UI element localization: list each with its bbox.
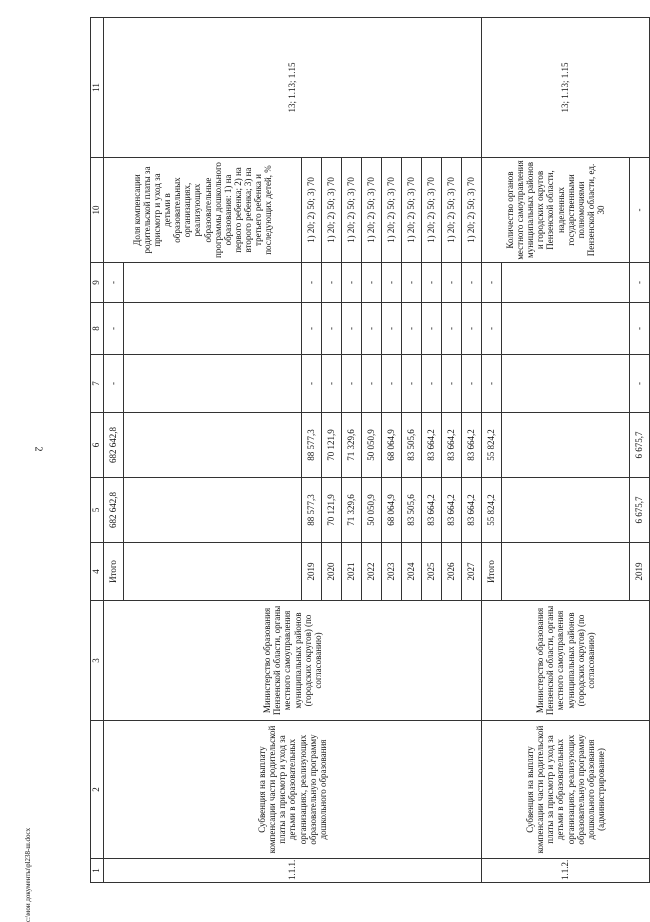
empty-cell [502, 355, 630, 413]
other-sources-cell: - [382, 263, 402, 303]
period-cell: 2021 [342, 543, 362, 601]
federal-budget-cell: - [442, 355, 462, 413]
total-funding-cell: 68 064,9 [382, 478, 402, 543]
empty-cell [502, 543, 630, 601]
local-budget-cell: - [342, 303, 362, 355]
total-funding-cell: 71 329,6 [342, 478, 362, 543]
regional-budget-cell: 55 824,2 [482, 413, 502, 478]
total-funding-cell: 682 642,8 [104, 478, 124, 543]
activity-number: 1.1.2. [482, 859, 650, 883]
federal-budget-cell: - [104, 355, 124, 413]
period-cell: 2023 [382, 543, 402, 601]
column-number: 1 [91, 859, 104, 883]
indicator-links: 13; 1.13; 1.15 [482, 18, 650, 158]
period-cell: 2019 [630, 543, 650, 601]
regional-budget-cell: 70 121,9 [322, 413, 342, 478]
total-funding-cell: 88 577,3 [302, 478, 322, 543]
period-cell: 2022 [362, 543, 382, 601]
regional-budget-cell: 50 050,9 [362, 413, 382, 478]
indicator-description: Количество органов местного самоуправления муниципальных районов и городских округов Пензенской области, наделенных государственными полномочиями Пензенской области, ед. 30 [482, 158, 630, 263]
federal-budget-cell: - [302, 355, 322, 413]
column-number: 5 [91, 478, 104, 543]
activity-number: 1.1.1. [104, 859, 482, 883]
activity-name: Субвенция на выплату компенсации части родительской платы за присмотр и уход за детьми в образовательных организациях, реализующих образовательную программу дошкольного образования (администрирование) [482, 721, 650, 859]
regional-budget-cell: 83 664,2 [442, 413, 462, 478]
period-cell: Итого [482, 543, 502, 601]
local-budget-cell: - [630, 303, 650, 355]
empty-cell [124, 303, 302, 355]
period-cell: 2024 [402, 543, 422, 601]
column-number: 3 [91, 601, 104, 721]
local-budget-cell: - [422, 303, 442, 355]
empty-cell [124, 355, 302, 413]
empty-cell [124, 413, 302, 478]
local-budget-cell: - [302, 303, 322, 355]
indicator-value: 1) 20; 2) 50; 3) 70 [422, 158, 442, 263]
federal-budget-cell: - [462, 355, 482, 413]
regional-budget-cell: 6 675,7 [630, 413, 650, 478]
indicator-value: 1) 20; 2) 50; 3) 70 [322, 158, 342, 263]
local-budget-cell: - [402, 303, 422, 355]
period-cell: 2025 [422, 543, 442, 601]
period-cell: Итого [104, 543, 124, 601]
other-sources-cell: - [462, 263, 482, 303]
local-budget-cell: - [382, 303, 402, 355]
column-number: 8 [91, 303, 104, 355]
indicator-value: 1) 20; 2) 50; 3) 70 [442, 158, 462, 263]
regional-budget-cell: 71 329,6 [342, 413, 362, 478]
period-cell: 2026 [442, 543, 462, 601]
regional-budget-cell: 83 664,2 [422, 413, 442, 478]
column-number: 2 [91, 721, 104, 859]
other-sources-cell: - [104, 263, 124, 303]
total-funding-cell: 50 050,9 [362, 478, 382, 543]
activity-name: Субвенция на выплату компенсации части родительской платы за присмотр и уход за детьми в образовательных организациях, реализующих образовательную программу дошкольного образования [104, 721, 482, 859]
indicator-links: 13; 1.13; 1.15 [104, 18, 482, 158]
empty-cell [124, 478, 302, 543]
local-budget-cell: - [362, 303, 382, 355]
local-budget-cell: - [442, 303, 462, 355]
table-row [104, 18, 124, 883]
indicator-description: Доля компенсации родительской платы за присмотр и уход за детьми в образовательных организациях, реализующих образовательные программы дошкольного образования: 1) на первого ребенка; 2) на второго ребенка; 3) на третьего ребенка и последующих детей, % [104, 158, 302, 263]
column-number: 6 [91, 413, 104, 478]
local-budget-cell: - [322, 303, 342, 355]
other-sources-cell: - [302, 263, 322, 303]
other-sources-cell: - [402, 263, 422, 303]
total-funding-cell: 55 824,2 [482, 478, 502, 543]
column-numbers-row [91, 18, 104, 883]
regional-budget-cell: 88 577,3 [302, 413, 322, 478]
page-number: 2 [32, 446, 44, 452]
regional-budget-cell: 68 064,9 [382, 413, 402, 478]
total-funding-cell: 83 505,6 [402, 478, 422, 543]
empty-cell [124, 263, 302, 303]
other-sources-cell: - [482, 263, 502, 303]
column-number: 7 [91, 355, 104, 413]
indicator-value: 1) 20; 2) 50; 3) 70 [462, 158, 482, 263]
empty-cell [502, 263, 630, 303]
column-number: 11 [91, 18, 104, 158]
total-funding-cell: 83 664,2 [442, 478, 462, 543]
federal-budget-cell: - [322, 355, 342, 413]
local-budget-cell: - [104, 303, 124, 355]
federal-budget-cell: - [362, 355, 382, 413]
other-sources-cell: - [342, 263, 362, 303]
indicator-value: 1) 20; 2) 50; 3) 70 [342, 158, 362, 263]
federal-budget-cell: - [422, 355, 442, 413]
other-sources-cell: - [322, 263, 342, 303]
indicator-value: 1) 20; 2) 50; 3) 70 [402, 158, 422, 263]
total-funding-cell: 83 664,2 [462, 478, 482, 543]
rotated-table-wrapper [90, 18, 645, 883]
indicator-value: 1) 20; 2) 50; 3) 70 [362, 158, 382, 263]
other-sources-cell: - [630, 263, 650, 303]
federal-budget-cell: - [482, 355, 502, 413]
column-number: 4 [91, 543, 104, 601]
activity-executor: Министерство образования Пензенской области, органы местного самоуправления муниципальных районов (городских округов) (по согласованию) [104, 601, 482, 721]
empty-cell [124, 543, 302, 601]
total-funding-cell: 6 675,7 [630, 478, 650, 543]
regional-budget-cell: 682 642,8 [104, 413, 124, 478]
column-number: 9 [91, 263, 104, 303]
other-sources-cell: - [442, 263, 462, 303]
empty-cell [502, 478, 630, 543]
local-budget-cell: - [482, 303, 502, 355]
column-number: 10 [91, 158, 104, 263]
table-row [482, 18, 502, 883]
regional-budget-cell: 83 664,2 [462, 413, 482, 478]
period-cell: 2027 [462, 543, 482, 601]
program-activities-table [90, 17, 650, 883]
footer-file-path: c:\мои документы\pl238-ш.docx [24, 827, 32, 922]
activity-executor: Министерство образования Пензенской области, органы местного самоуправления муниципальных районов (городских округов) (по согласованию) [482, 601, 650, 721]
other-sources-cell: - [422, 263, 442, 303]
federal-budget-cell: - [630, 355, 650, 413]
regional-budget-cell: 83 505,6 [402, 413, 422, 478]
total-funding-cell: 83 664,2 [422, 478, 442, 543]
total-funding-cell: 70 121,9 [322, 478, 342, 543]
table-body [104, 18, 650, 883]
indicator-value: 1) 20; 2) 50; 3) 70 [382, 158, 402, 263]
period-cell: 2020 [322, 543, 342, 601]
federal-budget-cell: - [342, 355, 362, 413]
other-sources-cell: - [362, 263, 382, 303]
local-budget-cell: - [462, 303, 482, 355]
federal-budget-cell: - [382, 355, 402, 413]
indicator-value: 1) 20; 2) 50; 3) 70 [302, 158, 322, 263]
empty-cell [502, 413, 630, 478]
indicator-value: - [630, 158, 650, 263]
period-cell: 2019 [302, 543, 322, 601]
federal-budget-cell: - [402, 355, 422, 413]
empty-cell [502, 303, 630, 355]
